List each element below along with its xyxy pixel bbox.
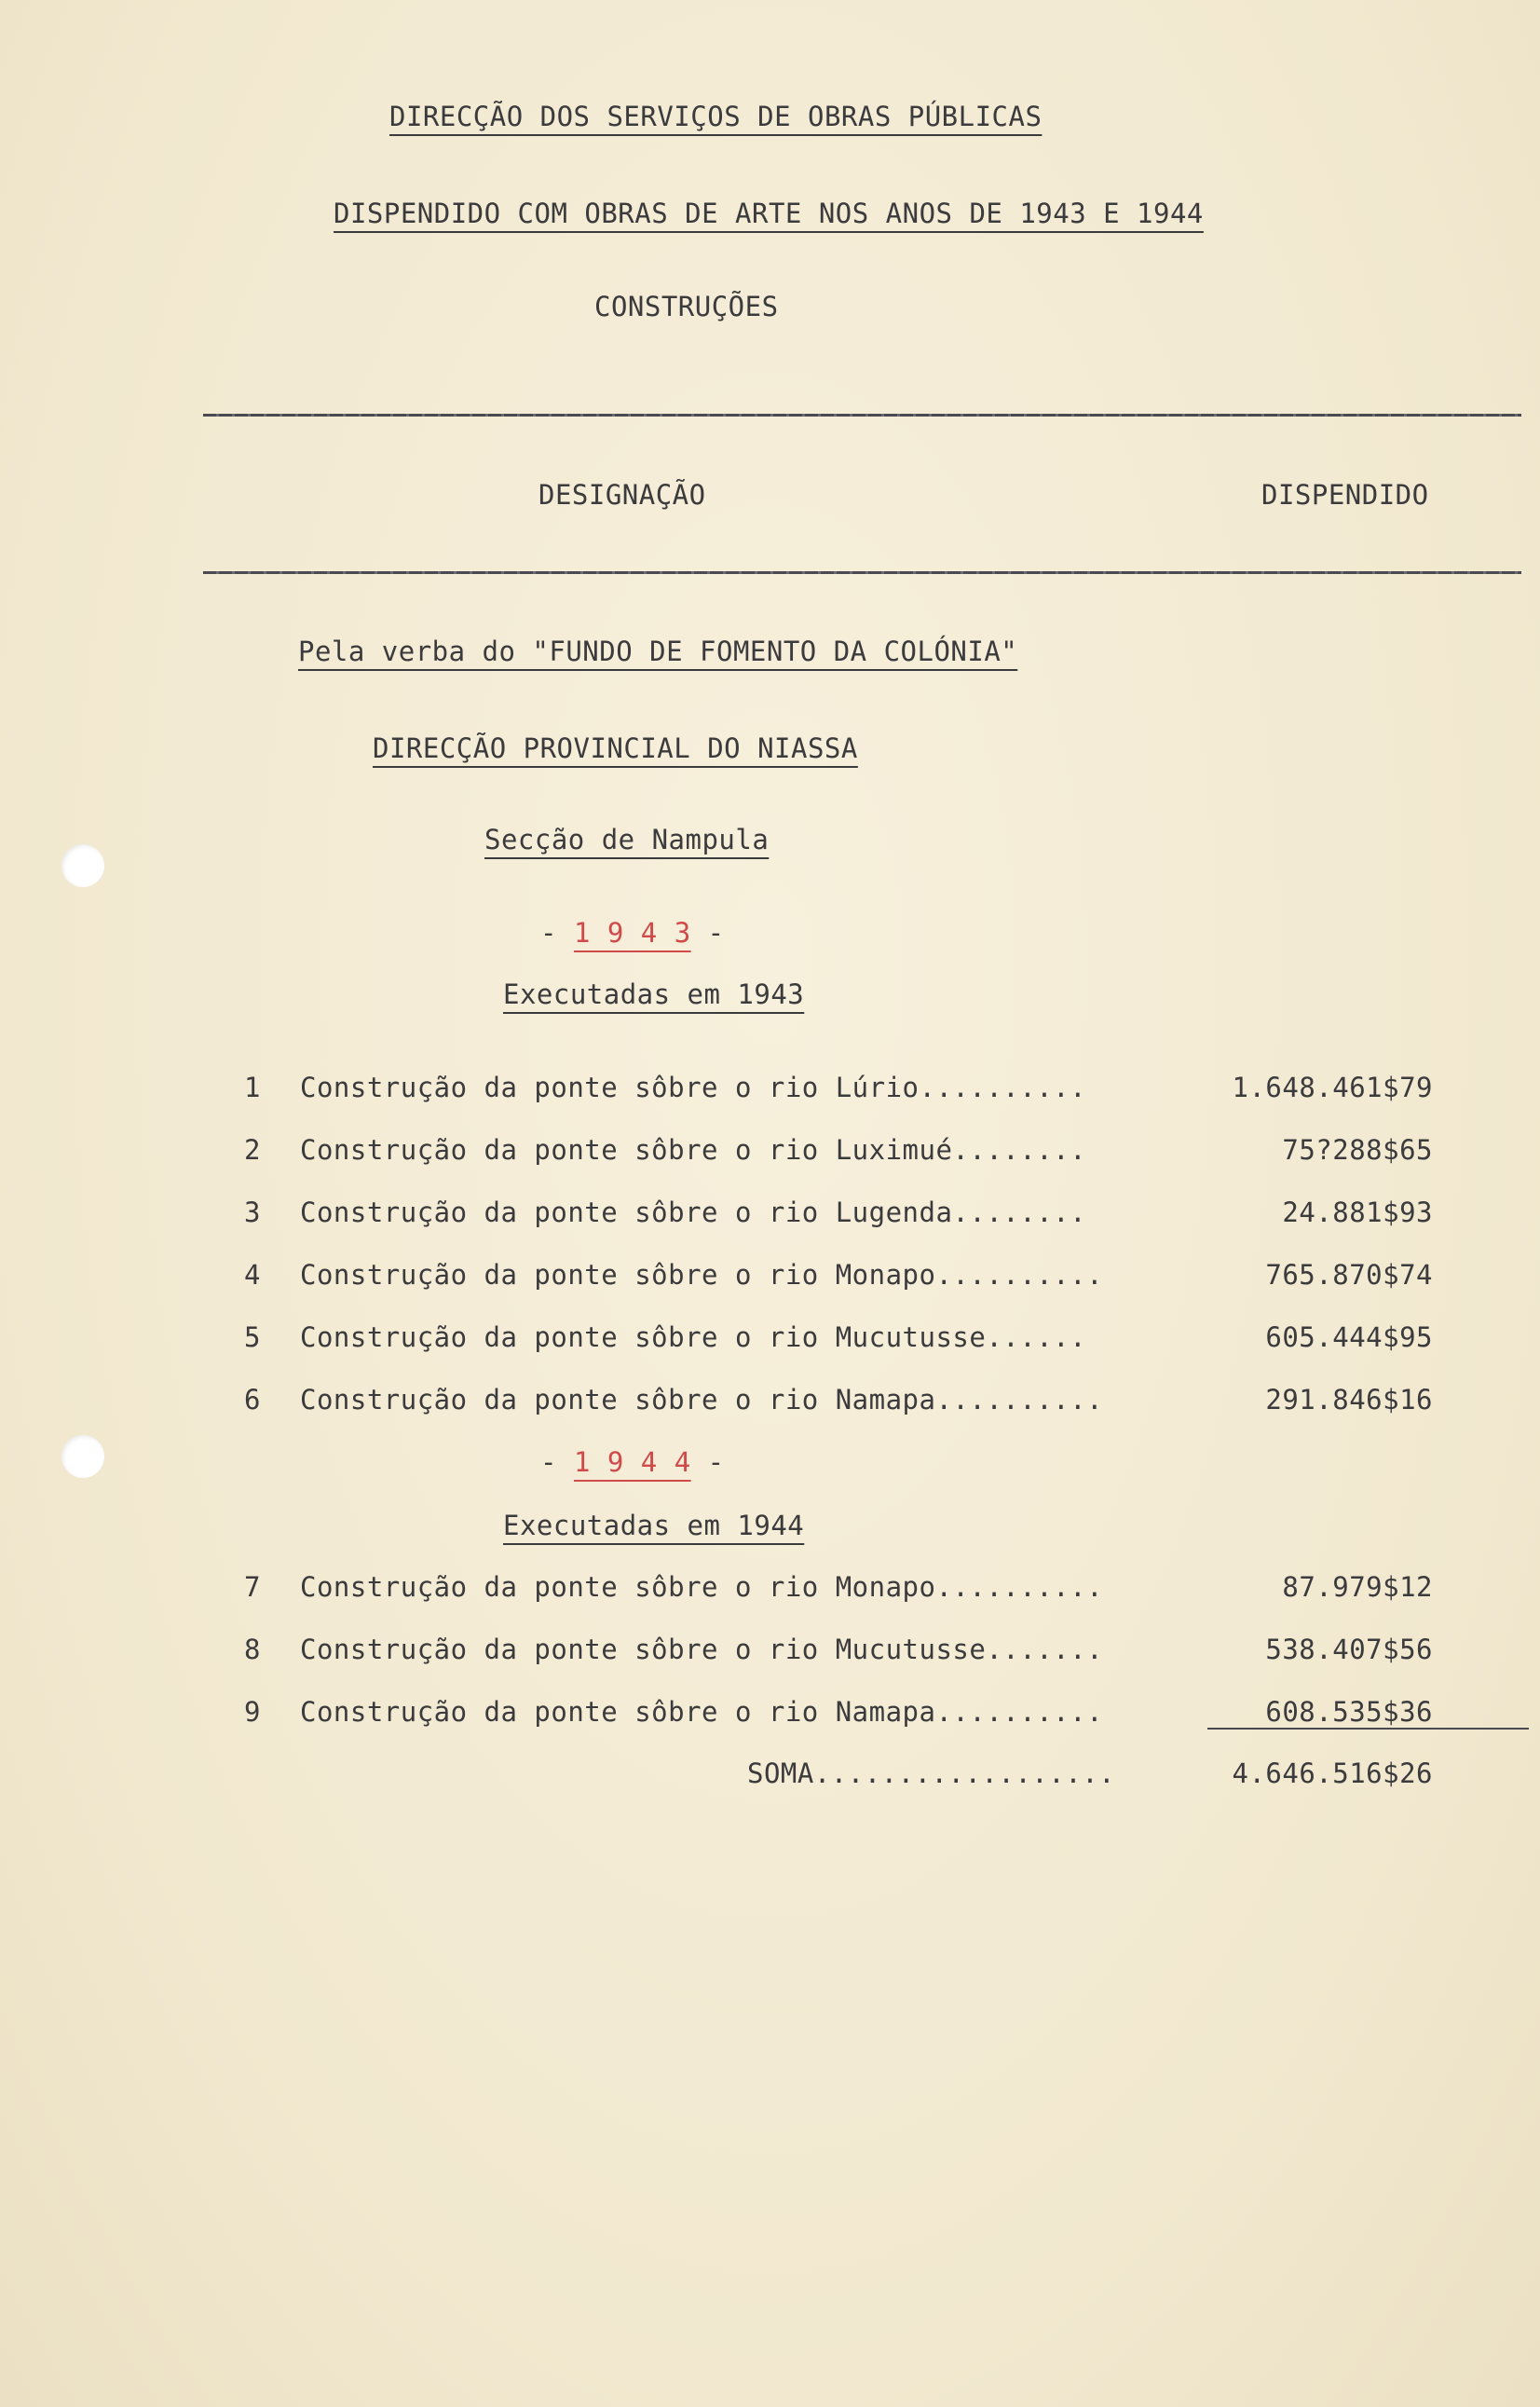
row-description: Construção da ponte sôbre o rio Luximué........ [300, 1134, 1087, 1166]
total-label: SOMA.................. [747, 1757, 1116, 1789]
directorate-heading: DIRECÇÃO PROVINCIAL DO NIASSA [373, 732, 858, 764]
funding-source: Pela verba do "FUNDO DE FOMENTO DA COLÓNIA" [298, 636, 1018, 667]
row-number: 7 [244, 1571, 261, 1603]
row-number: 5 [244, 1321, 261, 1353]
year-heading-1944: - 1 9 4 4 - [540, 1446, 725, 1478]
row-description: Construção da ponte sôbre o rio Namapa.......... [300, 1696, 1104, 1728]
header-subtitle: DISPENDIDO COM OBRAS DE ARTE NOS ANOS DE 1943 E 1944 [334, 198, 1204, 229]
total-amount: 4.646.516$26 [1232, 1757, 1433, 1789]
row-description: Construção da ponte sôbre o rio Mucutusse...... [300, 1321, 1087, 1353]
row-number: 8 [244, 1634, 261, 1665]
table-row [0, 1197, 1540, 1234]
row-description: Construção da ponte sôbre o rio Monapo.......... [300, 1259, 1104, 1291]
table-rule-bottom [203, 571, 1521, 574]
section-heading: Secção de Nampula [484, 824, 770, 855]
row-amount: 605.444$95 [1265, 1321, 1433, 1353]
table-rule-top [203, 414, 1521, 417]
row-description: Construção da ponte sôbre o rio Monapo.......... [300, 1571, 1104, 1603]
row-number: 9 [244, 1696, 261, 1728]
row-description: Construção da ponte sôbre o rio Lúrio.......... [300, 1072, 1087, 1103]
row-description: Construção da ponte sôbre o rio Mucutusse....... [300, 1634, 1104, 1665]
table-row [0, 1321, 1540, 1359]
table-row [0, 1571, 1540, 1608]
year-subtitle-1944: Executadas em 1944 [503, 1510, 805, 1541]
year-heading-1943: - 1 9 4 3 - [540, 917, 725, 949]
header-category: CONSTRUÇÕES [594, 291, 779, 322]
sum-rule [1207, 1728, 1529, 1730]
table-row [0, 1134, 1540, 1171]
row-description: Construção da ponte sôbre o rio Namapa.......... [300, 1384, 1104, 1415]
column-header-designation: DESIGNAÇÃO [538, 479, 706, 511]
table-row [0, 1259, 1540, 1296]
row-amount: 291.846$16 [1265, 1384, 1433, 1415]
row-description: Construção da ponte sôbre o rio Lugenda........ [300, 1197, 1087, 1228]
row-amount: 765.870$74 [1265, 1259, 1433, 1291]
table-row [0, 1384, 1540, 1421]
punch-hole [61, 1435, 104, 1478]
year-digits: 1 9 4 4 [573, 1446, 691, 1478]
row-number: 2 [244, 1134, 261, 1166]
table-row [0, 1072, 1540, 1109]
header-title: DIRECÇÃO DOS SERVIÇOS DE OBRAS PÚBLICAS [389, 101, 1043, 132]
total-row [0, 1757, 1540, 1795]
row-amount: 1.648.461$79 [1232, 1072, 1433, 1103]
row-amount: 608.535$36 [1265, 1696, 1433, 1728]
punch-hole [61, 844, 104, 887]
row-amount: 538.407$56 [1265, 1634, 1433, 1665]
column-header-spent: DISPENDIDO [1261, 479, 1429, 511]
row-number: 3 [244, 1197, 261, 1228]
row-amount: 24.881$93 [1282, 1197, 1433, 1228]
row-number: 4 [244, 1259, 261, 1291]
row-number: 6 [244, 1384, 261, 1415]
year-subtitle-1943: Executadas em 1943 [503, 978, 805, 1010]
row-amount: 87.979$12 [1282, 1571, 1433, 1603]
year-digits: 1 9 4 3 [573, 917, 691, 949]
row-amount: 75?288$65 [1282, 1134, 1433, 1166]
row-number: 1 [244, 1072, 261, 1103]
table-row [0, 1634, 1540, 1671]
